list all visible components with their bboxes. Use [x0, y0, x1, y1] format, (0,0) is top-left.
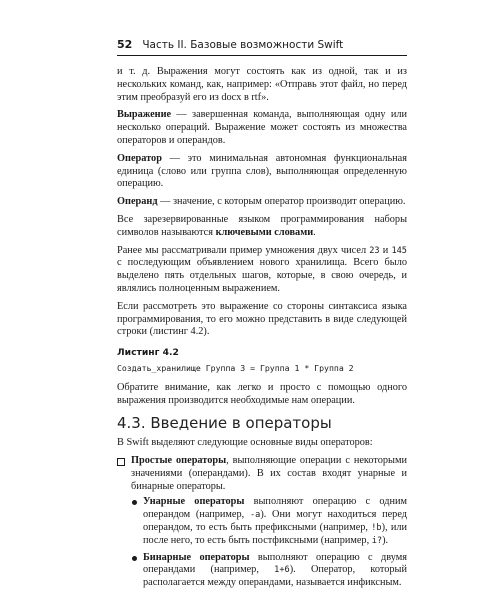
number-145: 145	[391, 245, 407, 256]
binary-text-b: ). Оператор, который располагается между операндами, называется инфиксным.	[143, 564, 407, 589]
listing-code: Создать_хранилище Группа 3 = Группа 1 * Группа 2	[117, 362, 354, 373]
listing-title: Листинг 4.2	[117, 347, 179, 359]
code-minus-a: -a	[249, 510, 261, 521]
paragraph-syntax	[117, 301, 407, 339]
code-one-plus-six: 1+6	[274, 565, 290, 576]
list-item-binary-operators	[117, 552, 407, 590]
paragraph-note	[117, 382, 407, 408]
list-item-simple-operators	[117, 455, 407, 493]
term-simple-operators: Простые операторы	[131, 454, 227, 466]
binary-text-a: выполняют операцию с двумя операндами (например,	[143, 551, 407, 576]
header-rule	[117, 55, 407, 56]
page-header	[117, 38, 407, 54]
operator-def-text: — это минимальная автономная функциональная единица (слово или группа слов), выполняющая определенную операцию.	[117, 152, 407, 190]
unary-text-b: ). Они могут находиться перед операндом, то есть быть префиксными (например,	[143, 509, 408, 533]
expression-def-text: — завершенная команда, выполняющая одну или несколько операций. Выражение может состоять из множества операторов и операндов.	[117, 109, 407, 146]
paragraph-intro-text: и т. д. Выражения могут состоять как из одной, так и из нескольких команд, как, например: «Отправь этот файл, но перед этим преобразуй его из docx в rtf».	[117, 66, 407, 103]
syntax-text: Если рассмотреть это выражение со стороны синтаксиса языка программирования, то его можно представить в виде следующей строки (листинг 4.2).	[117, 300, 407, 338]
mult-text-a: Ранее мы рассматривали пример умножения двух чисел	[117, 244, 370, 256]
operator-types-text: В Swift выделяют следующие основные виды операторов:	[117, 437, 373, 449]
code-not-b: !b	[371, 522, 382, 533]
page-number: 52	[117, 38, 133, 51]
bullet-dot-icon	[132, 556, 137, 561]
paragraph-keywords	[117, 214, 407, 240]
code-i-question: i?	[371, 535, 383, 546]
page-body	[117, 66, 407, 594]
keywords-text: Все зарезервированные языком программирования наборы символов называются	[117, 213, 407, 238]
keywords-end: .	[313, 226, 316, 238]
simple-operators-text: , выполняющие операции с некоторыми значениями (операндами). В их состав входят унарные и бинарные операторы.	[131, 454, 407, 492]
running-title: Часть II. Базовые возможности Swift	[142, 39, 344, 51]
note-text: Обратите внимание, как легко и просто с помощью одного выражения производится необходимые нам операции.	[117, 381, 407, 406]
mult-text-b: и	[379, 244, 392, 256]
list-item-unary-operators	[117, 496, 407, 547]
paragraph-operand-def	[117, 196, 407, 209]
bullet-dot-icon	[132, 500, 137, 505]
operand-def-text: — значение, с которым оператор производит операцию.	[157, 196, 406, 208]
term-expression: Выражение	[117, 109, 172, 121]
unary-text-d: ).	[382, 534, 389, 546]
term-keywords: ключевыми словами	[215, 226, 314, 238]
paragraph-expression-def	[117, 109, 407, 147]
number-23: 23	[369, 245, 380, 256]
term-operator: Оператор	[117, 152, 162, 164]
paragraph-multiplication	[117, 245, 407, 296]
unary-text-c: ), или после него, то есть быть постфиксными (например,	[143, 521, 407, 546]
paragraph-intro	[117, 66, 407, 104]
term-operand: Операнд	[117, 196, 158, 208]
term-unary-operators: Унарные операторы	[143, 496, 245, 508]
section-heading: 4.3. Введение в операторы	[117, 414, 332, 433]
mult-text-c: с последующим объявлением нового хранилища. Всего было выделено пять отдельных шагов, которые, в свою очередь, и являлись полноценным выражением.	[117, 257, 407, 294]
operator-list	[117, 455, 407, 590]
paragraph-operator-def	[117, 153, 407, 191]
paragraph-operator-types	[117, 437, 407, 450]
unary-text-a: выполняют операцию с одним операндом (например,	[143, 496, 407, 521]
checkbox-bullet-icon	[117, 458, 125, 466]
term-binary-operators: Бинарные операторы	[143, 551, 250, 563]
